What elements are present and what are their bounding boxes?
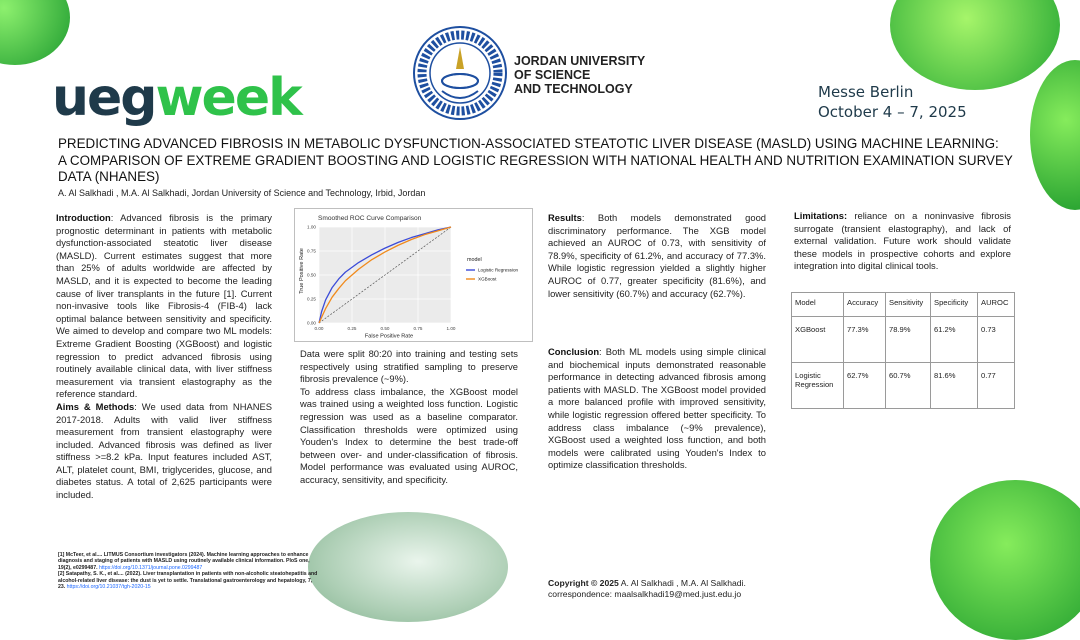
reference-1: [58, 552, 320, 571]
results-text: : Both models demonstrated good discriminatory performance. The XGB model achieved an AUROC of 0.73, with sensitivity of 78.9%, specificity of 61.2%, and accuracy of 77.3%. While logistic regression yielded a slightly higher AUROC of 0.77, greater specificity (81.6%), and lower sensitivity (60.7%) and accuracy (62.7%).: [548, 212, 766, 299]
results-paragraph: [548, 212, 766, 300]
legend-label-xgboost: XGBoost: [478, 276, 497, 282]
decor-blob-right-edge: [1030, 60, 1080, 210]
performance-table: [791, 292, 1015, 409]
column-limitations: [794, 210, 1011, 273]
y-tick-label: 0.00: [307, 320, 316, 326]
methods-imbalance-paragraph: To address class imbalance, the XGBoost model was trained using a weighted loss function. Logistic regression was used as a baseline comparator. Classification thresholds were optimized using Youden's Index to determine the best trade-off between over- and under-classification of fibrosis. Model performance was evaluated using AUROC, accuracy, sensitivity, and specificity.: [300, 385, 518, 485]
table-cell: Logistic Regression: [792, 363, 844, 409]
conclusion-text: : Both ML models using simple clinical and biochemical inputs demonstrated reasonable performance in detecting advanced fibrosis among patients with MASLD. The XGBoost model provided a more balanced profile with improved sensitivity, while logistic regression offered better specificity. To address class imbalance (~9% prevalence), XGBoost used a weighted loss function, and both models were calibrated using Youden's Index to optimize classification thresholds.: [548, 346, 766, 471]
table-cell: 61.2%: [931, 317, 978, 363]
poster-title-line3: DATA (NHANES): [58, 169, 160, 184]
reference-2: [58, 571, 320, 590]
logo-week: week: [155, 68, 301, 128]
column-results: [548, 212, 766, 300]
y-tick-label: 1.00: [307, 224, 316, 230]
column-conclusion: [548, 346, 766, 472]
copyright-text: A. Al Salkhadi , M.A. Al Salkhadi.: [618, 578, 746, 588]
conclusion-heading: Conclusion: [548, 346, 600, 357]
table-cell: 62.7%: [844, 363, 886, 409]
university-name-line1: JORDAN UNIVERSITY: [514, 54, 646, 68]
poster-title-line1: PREDICTING ADVANCED FIBROSIS IN METABOLIC DYSFUNCTION-ASSOCIATED STEATOTIC LIVER DISEASE (MASLD) USING MACHINE LEARNING:: [58, 136, 999, 151]
event-dates: October 4 – 7, 2025: [818, 103, 967, 121]
event-info: [818, 82, 967, 122]
introduction-text: : Advanced fibrosis is the primary prognostic determinant in patients with metabolic dysfunction-associated steatotic liver disease (MASLD). Current estimates suggest that more than 25% of adults worldwide are affected by MASLD, and it is expected to become the leading cause of liver transplants in the future [1]. Current non-invasive tools like Fibrosis-4 (FIB-4) lack optimal balance between sensitivity and specificity. We aimed to develop and compare two ML models: Extreme Gradient Boosting (XGBoost) and logistic regression to predict advanced fibrosis using routinely available clinical data, with liver stiffness measurement via transient elastography as the reference standard.: [56, 212, 272, 400]
aims-text: : We used data from NHANES 2017-2018. Adults with valid liver stiffness measurement from transient elastography were included. Advanced fibrosis was defined as liver stiffness >=8.2 kPa. Input features included AST, ALT, platelet count, BMI, triglycerides, glucose, and diabetes status. A total of 2,625 participants were included.: [56, 400, 272, 501]
x-tick-label: 0.00: [314, 326, 324, 331]
table-header-cell: AUROC: [978, 293, 1015, 317]
introduction-paragraph: [56, 212, 272, 401]
table-cell: 81.6%: [931, 363, 978, 409]
decor-liver-image: [308, 512, 508, 622]
copyright-label: Copyright © 2025: [548, 578, 619, 588]
references: [58, 552, 320, 590]
university-name: [514, 54, 645, 96]
university-seal-icon: [412, 25, 508, 121]
results-heading: Results: [548, 212, 582, 223]
limitations-text: reliance on a noninvasive fibrosis surrogate (transient elastography), and lack of external validation. Future work should validate these models in prospective cohorts and explore integration into digital clinical tools.: [794, 210, 1011, 272]
column-methods: [300, 348, 518, 487]
logo-ueg: ueg: [52, 68, 156, 128]
x-tick-label: 0.75: [413, 326, 423, 331]
table-cell: 0.73: [978, 317, 1015, 363]
conclusion-paragraph: [548, 346, 766, 472]
poster-title: [58, 136, 1048, 186]
limitations-paragraph: [794, 210, 1011, 273]
table-header-cell: Sensitivity: [886, 293, 931, 317]
table-header-cell: Accuracy: [844, 293, 886, 317]
table-row: [792, 363, 1015, 409]
table-header-cell: Specificity: [931, 293, 978, 317]
reference-1-text: [1] McTeer, et al.... LITMUS Consortium investigators (2024). Machine learning approaches to enhance diagnosis and staging of patients with MASLD using routinely available clinical information. PloS one, 19(2), e0299487.: [58, 552, 310, 571]
introduction-heading: Introduction: [56, 212, 111, 223]
roc-chart: [294, 208, 533, 342]
poster-authors: A. Al Salkhadi , M.A. Al Salkhadi, Jordan University of Science and Technology, Irbid, Jordan: [58, 188, 426, 198]
y-tick-label: 0.25: [307, 296, 316, 302]
chart-title: Smoothed ROC Curve Comparison: [318, 215, 422, 222]
aims-heading: Aims & Methods: [56, 400, 135, 412]
x-tick-label: 0.25: [347, 326, 357, 331]
chart-xlabel: False Positive Rate: [364, 333, 414, 340]
x-tick-label: 0.50: [380, 326, 390, 331]
column-introduction: [56, 212, 272, 502]
table-cell: XGBoost: [792, 317, 844, 363]
poster-title-line2: A COMPARISON OF EXTREME GRADIENT BOOSTING AND LOGISTIC REGRESSION WITH NATIONAL HEALTH AND NUTRITION EXAMINATION SURVEY: [58, 152, 1013, 168]
reference-2-link[interactable]: https://doi.org/10.21037/tgh-2020-15: [66, 584, 151, 591]
correspondence-email[interactable]: correspondence: maalsalkhadi19@med.just.edu.jo: [548, 589, 742, 599]
legend-label-logistic-regression: Logistic Regression: [478, 267, 519, 273]
decor-blob-top-right: [890, 0, 1060, 90]
decor-blob-bottom-right: [930, 480, 1080, 640]
legend-title: model: [467, 257, 482, 263]
y-tick-label: 0.75: [307, 248, 316, 254]
aims-paragraph: [56, 401, 272, 502]
reference-1-link[interactable]: https://doi.org/10.1371/journal.pone.0299487: [98, 564, 203, 571]
y-tick-label: 0.50: [307, 272, 316, 278]
chart-ylabel: True Positive Rate: [299, 248, 305, 294]
table-header-row: [792, 293, 1015, 317]
table-cell: 78.9%: [886, 317, 931, 363]
table-cell: 60.7%: [886, 363, 931, 409]
ueg-week-logo: [52, 68, 301, 128]
table-cell: 77.3%: [844, 317, 886, 363]
table-cell: 0.77: [978, 363, 1015, 409]
university-name-line3: AND TECHNOLOGY: [514, 82, 633, 96]
reference-2-text: [2] Satapathy, S. K., et al.... (2022). Liver transplantation in patients with non-alcoholic steatohepatitis and alcohol-related liver disease: the dust is yet to settle. Translational gastroenterology and hepatology, 7, 23.: [58, 571, 318, 591]
table-row: [792, 317, 1015, 363]
copyright: [548, 578, 746, 589]
table-header-cell: Model: [792, 293, 844, 317]
university-name-line2: OF SCIENCE: [514, 68, 591, 82]
event-venue: Messe Berlin: [818, 83, 914, 101]
decor-blob-top-left: [0, 0, 70, 65]
footer: [548, 578, 746, 600]
x-tick-label: 1.00: [446, 326, 456, 331]
limitations-heading: Limitations:: [794, 210, 848, 221]
methods-split-paragraph: Data were split 80:20 into training and testing sets respectively using stratified sampling to preserve fibrosis prevalence (~9%).: [300, 348, 518, 385]
